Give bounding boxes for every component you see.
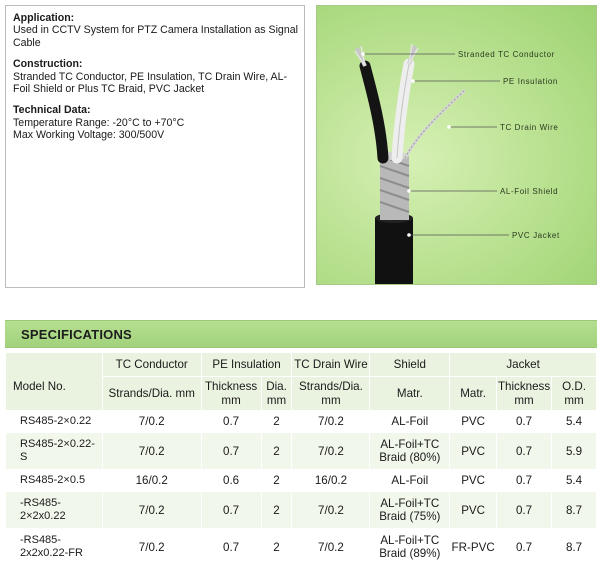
cell-strands: 7/0.2 — [102, 492, 201, 529]
cell-shield: AL-Foil — [370, 411, 450, 433]
cell-dia: 2 — [261, 492, 292, 529]
subheader-jacket-matr: Matr. — [450, 377, 497, 411]
table-row — [6, 433, 597, 470]
construction-heading: Construction: — [13, 58, 83, 71]
cell-dia: 2 — [261, 433, 292, 470]
cell-od: 5.4 — [552, 470, 597, 492]
specifications-table — [5, 352, 597, 566]
pvc-jacket-shape — [375, 218, 413, 285]
application-text: Used in CCTV System for PTZ Camera Installation as Signal Cable — [13, 24, 298, 49]
cell-thickness: 0.7 — [201, 411, 261, 433]
cell-drain: 7/0.2 — [292, 492, 370, 529]
label-pe-insulation: PE Insulation — [503, 77, 558, 86]
table-row — [6, 492, 597, 529]
construction-section — [13, 58, 298, 95]
cell-model: -RS485-2×2x0.22 — [6, 492, 103, 529]
cell-drain: 7/0.2 — [292, 433, 370, 470]
cell-shield: AL-Foil — [370, 470, 450, 492]
cell-thickness: 0.7 — [201, 433, 261, 470]
cell-drain: 7/0.2 — [292, 529, 370, 566]
cell-jacket-thickness: 0.7 — [497, 492, 552, 529]
cell-strands: 16/0.2 — [102, 470, 201, 492]
specifications-title: SPECIFICATIONS — [21, 327, 132, 342]
construction-text: Stranded TC Conductor, PE Insulation, TC Drain Wire, AL-Foil Shield or Plus TC Braid, PVC Jacket — [13, 70, 287, 96]
label-pvc-jacket: PVC Jacket — [512, 231, 560, 240]
label-al-foil-shield: AL-Foil Shield — [500, 187, 559, 196]
application-heading: Application: — [13, 12, 75, 24]
cell-thickness: 0.7 — [201, 529, 261, 566]
subheader-drain-strands-dia: Strands/Dia. mm — [292, 377, 370, 411]
cell-dia: 2 — [261, 411, 292, 433]
header-pe-insulation: PE Insulation — [201, 353, 292, 377]
cable-illustration — [317, 6, 597, 285]
cell-jacket: PVC — [450, 433, 497, 470]
cell-model: RS485-2×0.5 — [6, 470, 103, 492]
cell-od: 8.7 — [552, 492, 597, 529]
label-tc-drain-wire: TC Drain Wire — [500, 123, 559, 132]
application-section — [13, 12, 298, 49]
subheader-od: O.D. mm — [552, 377, 597, 411]
header-tc-drain-wire: TC Drain Wire — [292, 353, 370, 377]
subheader-dia: Dia. mm — [261, 377, 292, 411]
black-core — [365, 66, 383, 158]
technical-section — [13, 104, 298, 141]
header-model-no: Model No. — [6, 353, 103, 411]
cell-dia: 2 — [261, 470, 292, 492]
cell-model: RS485-2×0.22 — [6, 411, 103, 433]
cell-shield: AL-Foil+TC Braid (80%) — [370, 433, 450, 470]
cell-jacket-thickness: 0.7 — [497, 529, 552, 566]
specifications-header — [5, 320, 597, 348]
header-tc-conductor: TC Conductor — [102, 353, 201, 377]
cell-od: 5.9 — [552, 433, 597, 470]
cell-jacket: PVC — [450, 411, 497, 433]
drain-wire — [405, 90, 465, 158]
cell-jacket-thickness: 0.7 — [497, 433, 552, 470]
header-jacket: Jacket — [450, 353, 597, 377]
technical-heading: Technical Data: — [13, 104, 91, 117]
label-stranded-tc-conductor: Stranded TC Conductor — [458, 50, 555, 59]
cell-dia: 2 — [261, 529, 292, 566]
subheader-strands-dia: Strands/Dia. mm — [102, 377, 201, 411]
cell-strands: 7/0.2 — [102, 529, 201, 566]
temperature-range: Temperature Range: -20°C to +70°C — [13, 116, 185, 129]
subheader-jacket-thickness: Thickness mm — [497, 377, 552, 411]
cell-model: RS485-2×0.22-S — [6, 433, 103, 470]
cell-strands: 7/0.2 — [102, 433, 201, 470]
cell-shield: AL-Foil+TC Braid (89%) — [370, 529, 450, 566]
subheader-thickness: Thickness mm — [201, 377, 261, 411]
cell-jacket: PVC — [450, 492, 497, 529]
table-row — [6, 411, 597, 433]
cell-jacket: PVC — [450, 470, 497, 492]
cell-jacket-thickness: 0.7 — [497, 470, 552, 492]
cell-thickness: 0.7 — [201, 492, 261, 529]
table-row — [6, 470, 597, 492]
description-panel — [5, 5, 305, 288]
cell-shield: AL-Foil+TC Braid (75%) — [370, 492, 450, 529]
cell-drain: 7/0.2 — [292, 411, 370, 433]
table-row — [6, 529, 597, 566]
header-shield: Shield — [370, 353, 450, 377]
max-working-voltage: Max Working Voltage: 300/500V — [13, 129, 165, 142]
cell-thickness: 0.6 — [201, 470, 261, 492]
cell-od: 8.7 — [552, 529, 597, 566]
cell-drain: 16/0.2 — [292, 470, 370, 492]
cell-jacket-thickness: 0.7 — [497, 411, 552, 433]
cell-jacket: FR-PVC — [450, 529, 497, 566]
cell-strands: 7/0.2 — [102, 411, 201, 433]
white-core — [397, 64, 409, 158]
cell-model: -RS485-2x2x0.22-FR — [6, 529, 103, 566]
cable-diagram — [316, 5, 597, 285]
subheader-shield-matr: Matr. — [370, 377, 450, 411]
cell-od: 5.4 — [552, 411, 597, 433]
